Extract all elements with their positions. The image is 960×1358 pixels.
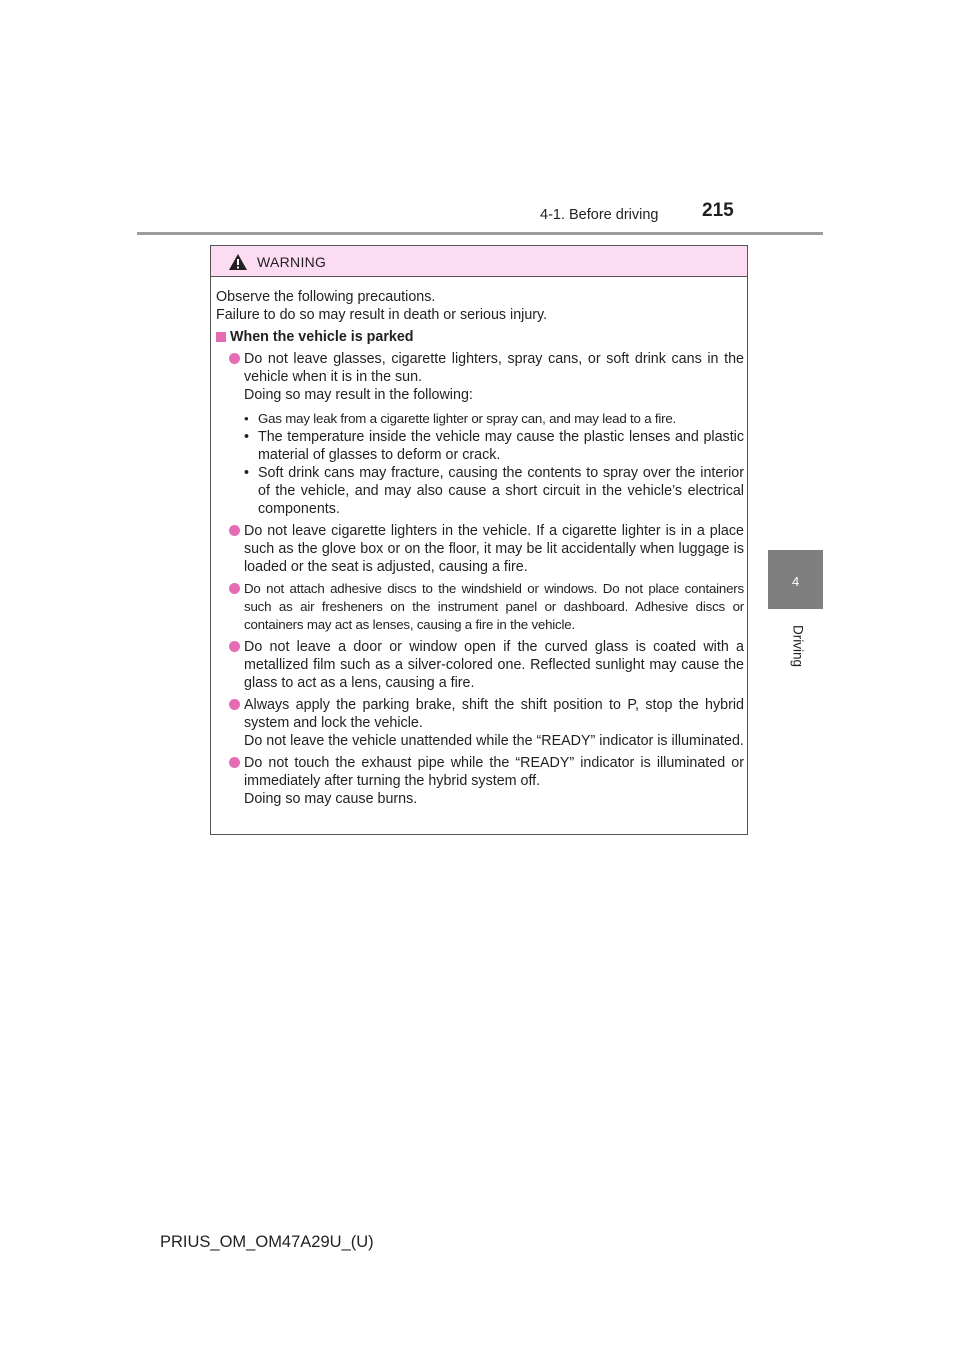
item-text: Do not leave the vehicle unattended while the “READY” indicator is illuminated.	[244, 733, 744, 749]
sub-item: • Gas may leak from a cigarette lighter or spray can, and may lead to a fire.	[244, 411, 677, 426]
item-text: Always apply the parking brake, shift the shift position to P, stop the hybrid system and lock the vehicle.	[244, 697, 744, 731]
chapter-tab	[768, 550, 823, 609]
bullet-icon	[229, 583, 240, 594]
item-text: Do not leave cigarette lighters in the vehicle. If a cigarette lighter is in a place such as the glove box or on the floor, it may be lit accidentally when luggage is loaded or the seat is adjusted, causing a fire.	[244, 523, 744, 575]
warning-item	[216, 350, 744, 518]
warning-triangle-icon	[228, 253, 248, 271]
warning-title: WARNING	[257, 254, 327, 270]
warning-item	[216, 638, 744, 692]
section-title: 4-1. Before driving	[540, 207, 659, 223]
item-text: Do not touch the exhaust pipe while the “READY” indicator is illuminated or immediately after turning the hybrid system off.	[244, 755, 744, 789]
intro-line: Observe the following precautions.	[216, 289, 436, 305]
warning-item	[216, 696, 744, 750]
sub-item: • The temperature inside the vehicle may cause the plastic lenses and plastic material of glasses to deform or crack.	[244, 429, 744, 463]
sub-item-text: Gas may leak from a cigarette lighter or spray can, and may lead to a fire.	[258, 411, 677, 426]
sub-item-text: The temperature inside the vehicle may cause the plastic lenses and plastic material of glasses to deform or crack.	[258, 429, 744, 463]
item-text: Do not attach adhesive discs to the windshield or windows. Do not place containers such as air fresheners on the instrument panel or dashboard. Adhesive discs or containers may act as lenses, causing a fire in the vehicle.	[244, 581, 744, 632]
warning-header	[211, 246, 747, 277]
bullet-icon	[229, 699, 240, 710]
sub-item-text: Soft drink cans may fracture, causing the contents to spray over the interior of the vehicle, and may also cause a short circuit in the vehicle’s electrical components.	[258, 465, 744, 517]
chapter-label: Driving	[790, 624, 806, 668]
intro-line: Failure to do so may result in death or serious injury.	[216, 307, 548, 323]
page-number: 215	[702, 200, 734, 221]
sub-list	[244, 410, 744, 518]
warning-body	[216, 288, 744, 808]
warning-item	[216, 754, 744, 808]
item-text: Do not leave a door or window open if the curved glass is coated with a metallized film such as a silver-colored one. Reflected sunlight may cause the glass to act as a lens, causing a fire.	[244, 639, 744, 691]
bullet-icon	[229, 641, 240, 652]
bullet-icon	[229, 525, 240, 536]
section-heading	[216, 328, 744, 346]
warning-box	[210, 245, 748, 835]
item-text: Doing so may cause burns.	[244, 791, 418, 807]
header-divider	[137, 232, 823, 235]
item-text: Do not leave glasses, cigarette lighters, spray cans, or soft drink cans in the vehicle when it is in the sun.	[244, 351, 744, 385]
bullet-icon	[229, 757, 240, 768]
warning-item	[216, 522, 744, 576]
warning-item	[216, 580, 744, 634]
chapter-label-tab	[768, 609, 823, 684]
bullet-icon	[229, 353, 240, 364]
item-text: Doing so may result in the following:	[244, 387, 473, 403]
square-bullet-icon	[216, 332, 226, 342]
sub-item: • Soft drink cans may fracture, causing the contents to spray over the interior of the vehicle, and may also cause a short circuit in the vehicle’s electrical components.	[244, 465, 744, 517]
heading-text: When the vehicle is parked	[230, 329, 414, 345]
chapter-number: 4	[792, 574, 800, 589]
document-id: PRIUS_OM_OM47A29U_(U)	[160, 1233, 374, 1251]
